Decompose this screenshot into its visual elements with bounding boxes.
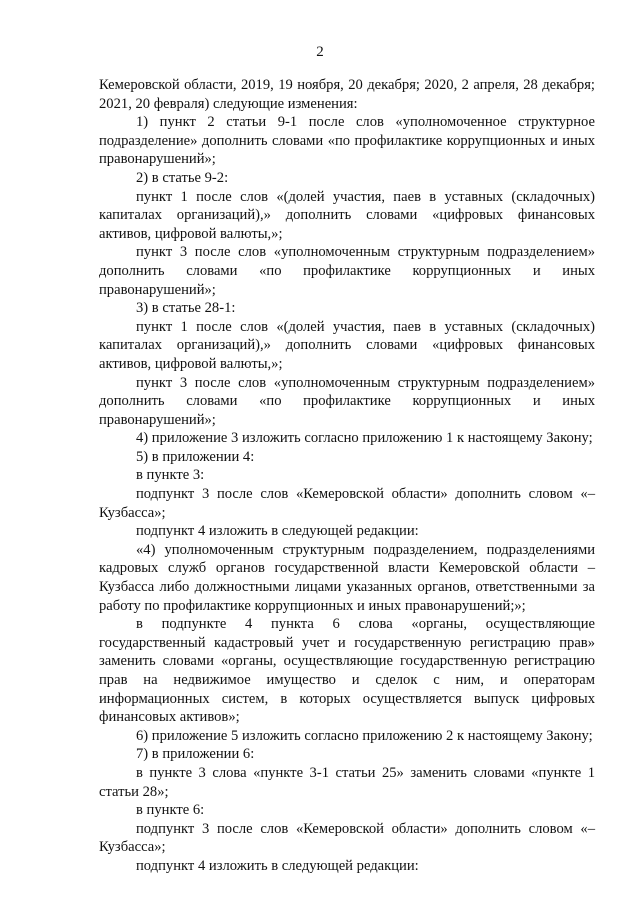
- paragraph-1: Кемеровской области, 2019, 19 ноября, 20 декабря; 2020, 2 апреля, 28 декабря; 2021, 20 февраля) следующие изменения:: [99, 77, 595, 112]
- paragraph-5: пункт 3 после слов «уполномоченным структурным подразделением» дополнить словами «по профилактике коррупционных и иных правонарушений»;: [99, 244, 595, 298]
- paragraph-12: подпункт 3 после слов «Кемеровской области» дополнить словом «– Кузбасса»;: [99, 486, 595, 521]
- paragraph-8: пункт 3 после слов «уполномоченным структурным подразделением» дополнить словами «по профилактике коррупционных и иных правонарушений»;: [99, 374, 595, 428]
- document-body: [99, 76, 595, 876]
- paragraph-13: подпункт 4 изложить в следующей редакции:: [136, 523, 419, 540]
- paragraph-11: в пункте 3:: [136, 467, 205, 484]
- paragraph-17: 7) в приложении 6:: [136, 746, 255, 763]
- paragraph-10: 5) в приложении 4:: [136, 448, 255, 465]
- paragraph-20: подпункт 3 после слов «Кемеровской области» дополнить словом «– Кузбасса»;: [99, 820, 595, 856]
- paragraph-15: в подпункте 4 пункта 6 слова «органы, осуществляющие государственный кадастровый учет и государственную регистрацию прав» заменить словами «органы, осуществляющие государственную регистрацию прав на недвижимое имущество и сделок с ним, и операторам информационных систем, в которых осуществляется выпуск цифровых финансовых активов»;: [99, 616, 595, 726]
- page-number: 2: [316, 44, 324, 60]
- paragraph-19: в пункте 6:: [136, 802, 205, 819]
- paragraph-2: 1) пункт 2 статьи 9-1 после слов «уполномоченное структурное подразделение» дополнить словами «по профилактике коррупционных и иных правонарушений»;: [99, 114, 595, 168]
- paragraph-4: пункт 1 после слов «(долей участия, паев в уставных (складочных) капиталах организаций),» дополнить словами «цифровых финансовых активов, цифровой валюты,»;: [99, 188, 595, 242]
- paragraph-14: «4) уполномоченным структурным подразделением, подразделениями кадровых служб органов государственной власти Кемеровской области – Кузбасса либо должностными лицами указанных органов, ответственными за работу по профилактике коррупционных и иных правонарушений;»;: [99, 541, 595, 614]
- paragraph-3: 2) в статье 9-2:: [136, 169, 229, 186]
- paragraph-21: подпункт 4 изложить в следующей редакции:: [136, 857, 419, 874]
- paragraph-16: 6) приложение 5 изложить согласно приложению 2 к настоящему Закону;: [136, 727, 593, 744]
- paragraph-7: пункт 1 после слов «(долей участия, паев в уставных (складочных) капиталах организаций),» дополнить словами «цифровых финансовых активов, цифровой валюты,»;: [99, 318, 595, 372]
- paragraph-6: 3) в статье 28-1:: [136, 300, 236, 317]
- paragraph-18: в пункте 3 слова «пункте 3-1 статьи 25» заменить словами «пункте 1 статьи 28»;: [99, 764, 595, 800]
- paragraph-9: 4) приложение 3 изложить согласно приложению 1 к настоящему Закону;: [136, 430, 593, 447]
